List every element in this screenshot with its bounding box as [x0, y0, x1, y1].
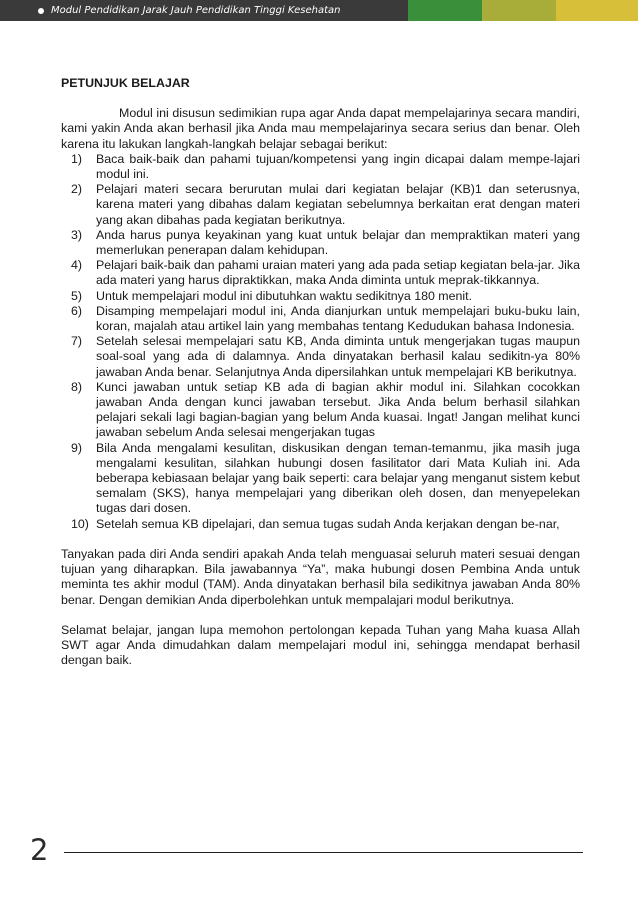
step-number: 5)	[71, 288, 83, 303]
header-color-block-green	[408, 0, 482, 21]
step-text: Bila Anda mengalami kesulitan, diskusikan dengan teman-temanmu, jika masih juga mengalami kesulitan, silahkan hubungi dosen fasilitator dari Mata Kuliah ini. Ada beberapa kebiasaan belajar yang baik seperti: cara belajar yang menganut sistem kebut semalam (SKS), hanya mempelajari yang diberikan oleh dosen, dan menyepelekan tugas dari dosen.	[96, 440, 580, 516]
page-content	[61, 76, 580, 668]
step-text: Setelah selesai mempelajari satu KB, Anda diminta untuk mengerjakan tugas maupun soal-soal yang ada di dalamnya. Anda dinyatakan berhasil kalau sedikitn-ya 80% jawaban Anda benar. Selanjutnya Anda dipersilahkan untuk mempelajari KB berikutnya.	[96, 334, 580, 379]
section-heading: PETUNJUK BELAJAR	[61, 76, 190, 90]
step-item	[61, 441, 580, 517]
step-text: Disamping mempelajari modul ini, Anda dianjurkan untuk mempelajari buku-buku lain, koran, majalah atau artikel lain yang membahas tentang Kedudukan bahasa Indonesia.	[96, 303, 580, 334]
footer-rule	[64, 852, 583, 853]
step-number: 6)	[71, 303, 83, 318]
step-number: 2)	[71, 182, 83, 197]
page-header	[0, 0, 638, 21]
intro-paragraph: Modul ini disusun sedimikian rupa agar Anda dapat mempelajarinya secara mandiri, kami yakin Anda akan berhasil jika Anda mau mempelajarinya secara serius dan benar. Oleh karena itu lakukan langkah-langkah belajar sebagai berikut:	[61, 106, 580, 151]
header-title: Modul Pendidikan Jarak Jauh Pendidikan Tinggi Kesehatan	[51, 5, 341, 16]
step-number: 1)	[71, 151, 83, 166]
step-number: 8)	[71, 379, 83, 394]
step-text: Baca baik-baik dan pahami tujuan/kompetensi yang ingin dicapai dalam mempe-lajari modul ini.	[96, 151, 580, 182]
step-item	[61, 304, 580, 334]
step-number: 10)	[71, 516, 89, 531]
page-number: 2	[30, 833, 49, 867]
step-text: Kunci jawaban untuk setiap KB ada di bagian akhir modul ini. Silahkan cocokkan jawaban Anda dengan kunci jawaban tersebut. Jika Anda belum berhasil silahkan pelajari sekali lagi bagian-bagian yang belum Anda kuasai. Ingat! Jangan melihat kunci jawaban sebelum Anda selesai mengerjakan tugas	[96, 379, 580, 440]
step-text: Anda harus punya keyakinan yang kuat untuk belajar dan mempraktikan materi yang memerlukan penerapan dalam kehidupan.	[96, 227, 580, 258]
step-number: 7)	[71, 334, 83, 349]
step-item	[61, 517, 580, 532]
step-number: 9)	[71, 440, 83, 455]
farewell-paragraph: Selamat belajar, jangan lupa memohon pertolongan kepada Tuhan yang Maha kuasa Allah SWT agar Anda dimudahkan dalam mempelajari modul ini, sehingga mendapat berhasil dengan baik.	[61, 622, 580, 668]
step-text: Pelajari baik-baik dan pahami uraian materi yang ada pada setiap kegiatan bela-jar. Jika ada materi yang harus dipraktikkan, maka Anda diminta untuk meprak-tikkannya.	[96, 258, 580, 288]
header-title-bar	[0, 0, 408, 21]
bullet-icon	[38, 8, 44, 14]
step-number: 3)	[71, 227, 83, 242]
step-item	[61, 258, 580, 288]
step-item	[61, 289, 580, 304]
step-item	[61, 152, 580, 182]
header-color-block-olive	[482, 0, 556, 21]
closing-paragraph: Tanyakan pada diri Anda sendiri apakah Anda telah menguasai seluruh materi sesuai dengan tujuan yang diharapkan. Bila jawabannya “Ya”, maka hubungi dosen Pembina Anda untuk meminta tes akhir modul (TAM). Anda dinyatakan berhasil bila sedikitnya jawaban Anda 80% benar. Dengan demikian Anda diperbolehkan untuk mempalajari modul berikutnya.	[61, 546, 580, 607]
header-color-block-yellow	[556, 0, 638, 21]
step-item	[61, 182, 580, 228]
step-item	[61, 228, 580, 258]
step-item	[61, 334, 580, 380]
step-item	[61, 380, 580, 441]
step-text: Untuk mempelajari modul ini dibutuhkan waktu sedikitnya 180 menit.	[96, 288, 473, 303]
step-text: Setelah semua KB dipelajari, dan semua tugas sudah Anda kerjakan dengan be-nar,	[96, 516, 560, 531]
step-text: Pelajari materi secara berurutan mulai dari kegiatan belajar (KB)1 dan seterusnya, karena materi yang dibahas dalam kegiatan sebelumnya berkaitan erat dengan materi yang akan dibahas pada kegiatan berikutnya.	[96, 182, 580, 227]
steps-list	[61, 152, 580, 532]
step-number: 4)	[71, 258, 83, 273]
